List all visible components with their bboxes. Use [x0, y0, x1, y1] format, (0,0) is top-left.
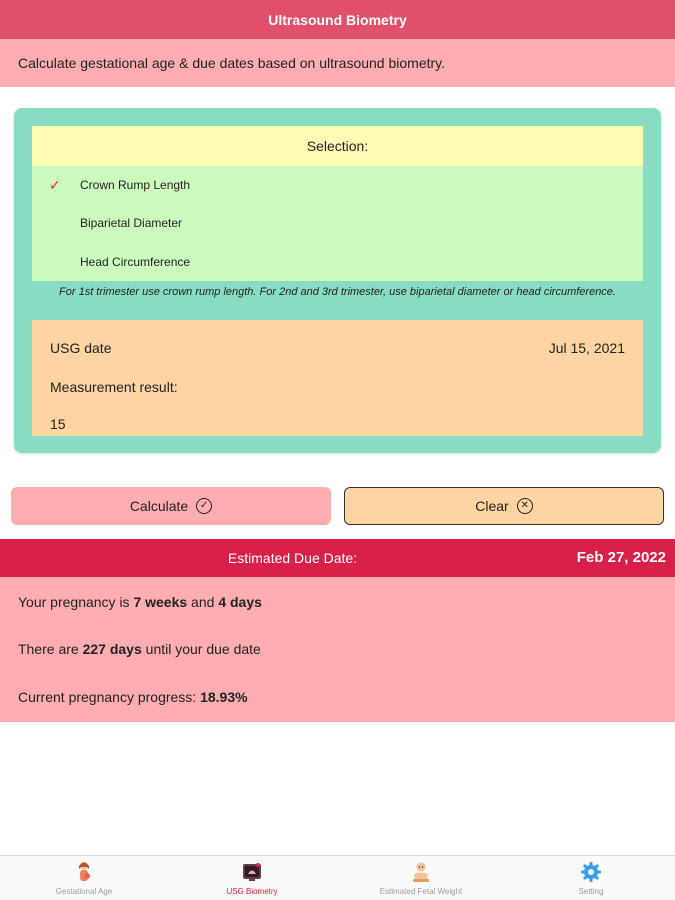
input-card: [14, 108, 661, 453]
clear-button-label: Clear: [475, 498, 509, 514]
tab-usg-biometry[interactable]: [168, 856, 336, 900]
selection-header-label: Selection:: [306, 138, 369, 154]
due-date-bar: [0, 539, 675, 577]
progress-value: 18.93%: [200, 689, 248, 705]
tab-label: Estimated Fetal Weight: [379, 887, 463, 896]
pregnancy-days: 4 days: [218, 594, 262, 610]
option-label: Biparietal Diameter: [80, 216, 183, 230]
trimester-hint: For 1st trimester use crown rump length. For 2nd and 3rd trimester, use biparietal diameter or head circumference.: [59, 286, 616, 298]
measurement-input[interactable]: 15: [50, 416, 66, 432]
pregnant-woman-icon: [73, 861, 95, 883]
pregnancy-age-mid: and: [187, 594, 219, 610]
tab-label: Gestational Age: [55, 887, 113, 896]
tab-setting[interactable]: [507, 856, 675, 900]
subtitle-bar: [0, 39, 675, 87]
clear-button[interactable]: [344, 487, 664, 525]
pregnancy-age-line: [18, 594, 262, 610]
pregnancy-age-prefix: Your pregnancy is: [18, 594, 134, 610]
usg-date-value[interactable]: Jul 15, 2021: [548, 340, 625, 356]
days-until-line: [18, 641, 261, 657]
option-crown-rump-length[interactable]: [32, 166, 643, 204]
calculate-button[interactable]: [11, 487, 331, 525]
check-circle-icon: ✓: [196, 498, 212, 514]
ultrasound-monitor-icon: [241, 861, 263, 883]
tab-gestational-age[interactable]: [0, 856, 168, 900]
measurement-label: Measurement result:: [50, 379, 178, 395]
close-circle-icon: ✕: [517, 498, 533, 514]
calculate-button-label: Calculate: [129, 498, 189, 514]
progress-prefix: Current pregnancy progress:: [18, 689, 201, 705]
gear-icon: [580, 861, 602, 883]
days-until-prefix: There are: [18, 641, 83, 657]
option-biparietal-diameter[interactable]: [32, 204, 643, 242]
option-label: Crown Rump Length: [80, 178, 191, 192]
days-until-suffix: until your due date: [141, 641, 261, 657]
option-head-circumference[interactable]: [32, 243, 643, 281]
tab-estimated-fetal-weight[interactable]: [337, 856, 505, 900]
input-panel: [32, 320, 643, 436]
nav-bar: [0, 0, 675, 39]
pregnancy-weeks: 7 weeks: [133, 594, 188, 610]
checkmark-icon: ✓: [49, 176, 61, 193]
baby-scale-icon: [410, 861, 432, 883]
tab-label: USG Biometry: [226, 887, 278, 896]
due-date-label: Estimated Due Date:: [227, 550, 358, 566]
tab-bar: [0, 855, 675, 900]
due-date-value: Feb 27, 2022: [576, 549, 666, 566]
days-until-value: 227 days: [82, 641, 142, 657]
selection-header: [32, 126, 643, 166]
tab-label: Setting: [578, 887, 604, 896]
results-panel: [0, 577, 675, 722]
usg-date-label: USG date: [50, 340, 112, 356]
option-label: Head Circumference: [80, 255, 191, 269]
subtitle-text: Calculate gestational age & due dates based on ultrasound biometry.: [18, 55, 446, 71]
measurement-options: [32, 166, 643, 281]
progress-line: [18, 689, 248, 705]
page-title: Ultrasound Biometry: [268, 11, 407, 28]
usg-date-row[interactable]: [50, 340, 625, 360]
